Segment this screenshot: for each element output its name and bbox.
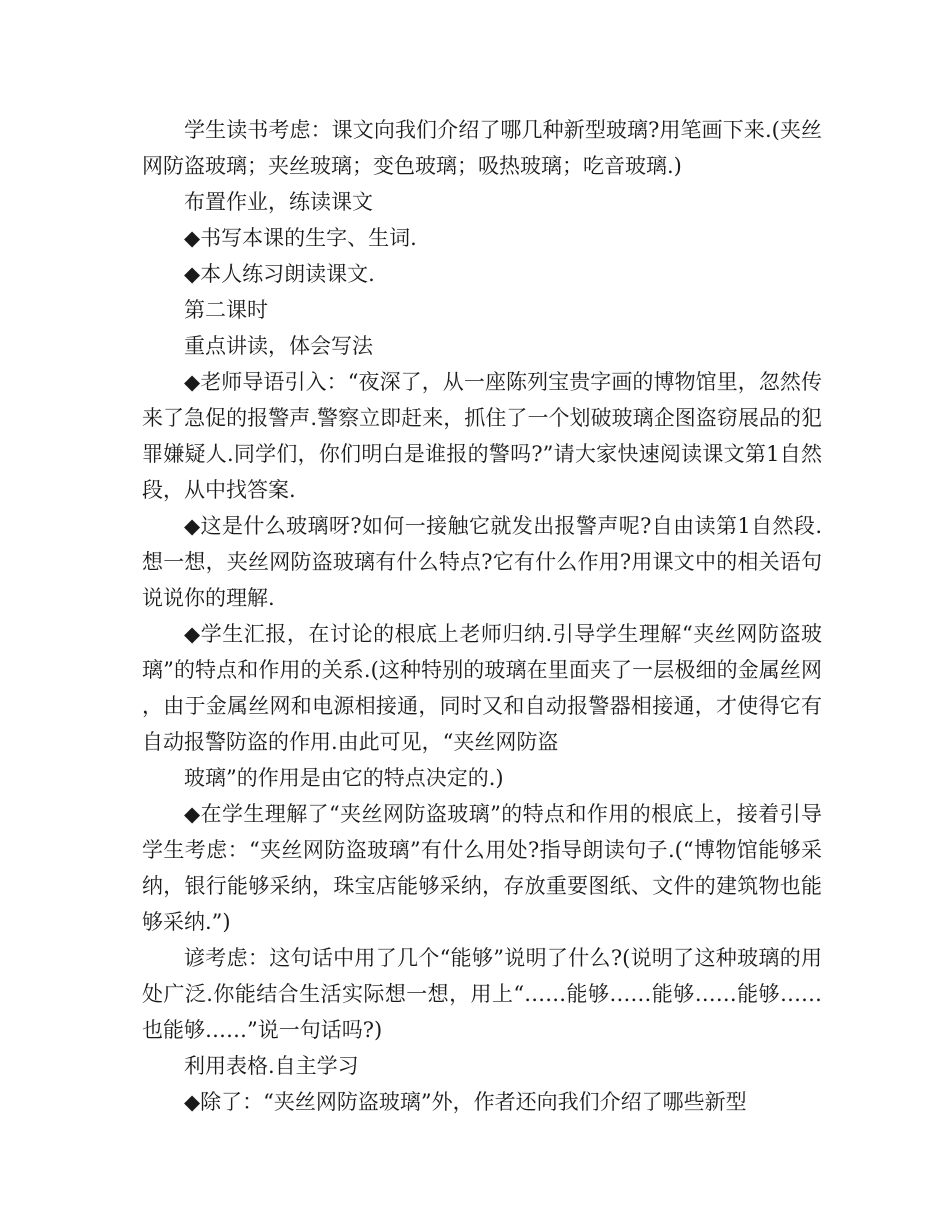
section-heading: 第二课时 bbox=[184, 298, 268, 322]
paragraph: ◆这是什么玻璃呀?如何一接触它就发出报警声呢?自由读第1自然段.想一想，夹丝网防盗玻璃有什么特点?它有什么作用?用课文中的相关语句说说你的理解. bbox=[142, 514, 822, 610]
paragraph: 利用表格.自主学习 bbox=[184, 1054, 359, 1078]
paragraph: 重点讲读，体会写法 bbox=[184, 334, 373, 358]
paragraph: ◆在学生理解了“夹丝网防盗玻璃”的特点和作用的根底上，接着引导学生考虑：“夹丝网防盗玻璃”有什么用处?指导朗读句子.(“博物馆能够采纳，银行能够采纳，珠宝店能够采纳，存放重要图纸、文件的建筑物也能够采纳.”) bbox=[142, 802, 822, 934]
paragraph: ◆老师导语引入：“夜深了，从一座陈列宝贵字画的博物馆里，忽然传来了急促的报警声.警察立即赶来，抓住了一个划破玻璃企图盗窃展品的犯罪嫌疑人.同学们，你们明白是谁报的警吗?”请大家快速阅读课文第1自然段，从中找答案. bbox=[142, 370, 822, 502]
paragraph: ◆除了：“夹丝网防盗玻璃”外，作者还向我们介绍了哪些新型 bbox=[184, 1090, 747, 1114]
paragraph: 布置作业，练读课文 bbox=[184, 190, 373, 214]
paragraph: 玻璃”的作用是由它的特点决定的.) bbox=[184, 766, 504, 790]
paragraph: ◆本人练习朗读课文. bbox=[184, 262, 375, 286]
paragraph: 学生读书考虑：课文向我们介绍了哪几种新型玻璃?用笔画下来.(夹丝网防盗玻璃；夹丝玻璃；变色玻璃；吸热玻璃；吃音玻璃.) bbox=[142, 118, 822, 178]
paragraph: 谚考虑：这句话中用了几个“能够”说明了什么?(说明了这种玻璃的用处广泛.你能结合生活实际想一想，用上“……能够……能够……能够……也能够……”说一句话吗?) bbox=[142, 946, 822, 1042]
paragraph: ◆书写本课的生字、生词. bbox=[184, 226, 417, 250]
document-body bbox=[142, 112, 822, 1120]
paragraph: ◆学生汇报，在讨论的根底上老师归纳.引导学生理解“夹丝网防盗玻璃”的特点和作用的关系.(这种特别的玻璃在里面夹了一层极细的金属丝网，由于金属丝网和电源相接通，同时又和自动报警器相接通，才使得它有自动报警防盗的作用.由此可见，“夹丝网防盗 bbox=[142, 622, 822, 754]
